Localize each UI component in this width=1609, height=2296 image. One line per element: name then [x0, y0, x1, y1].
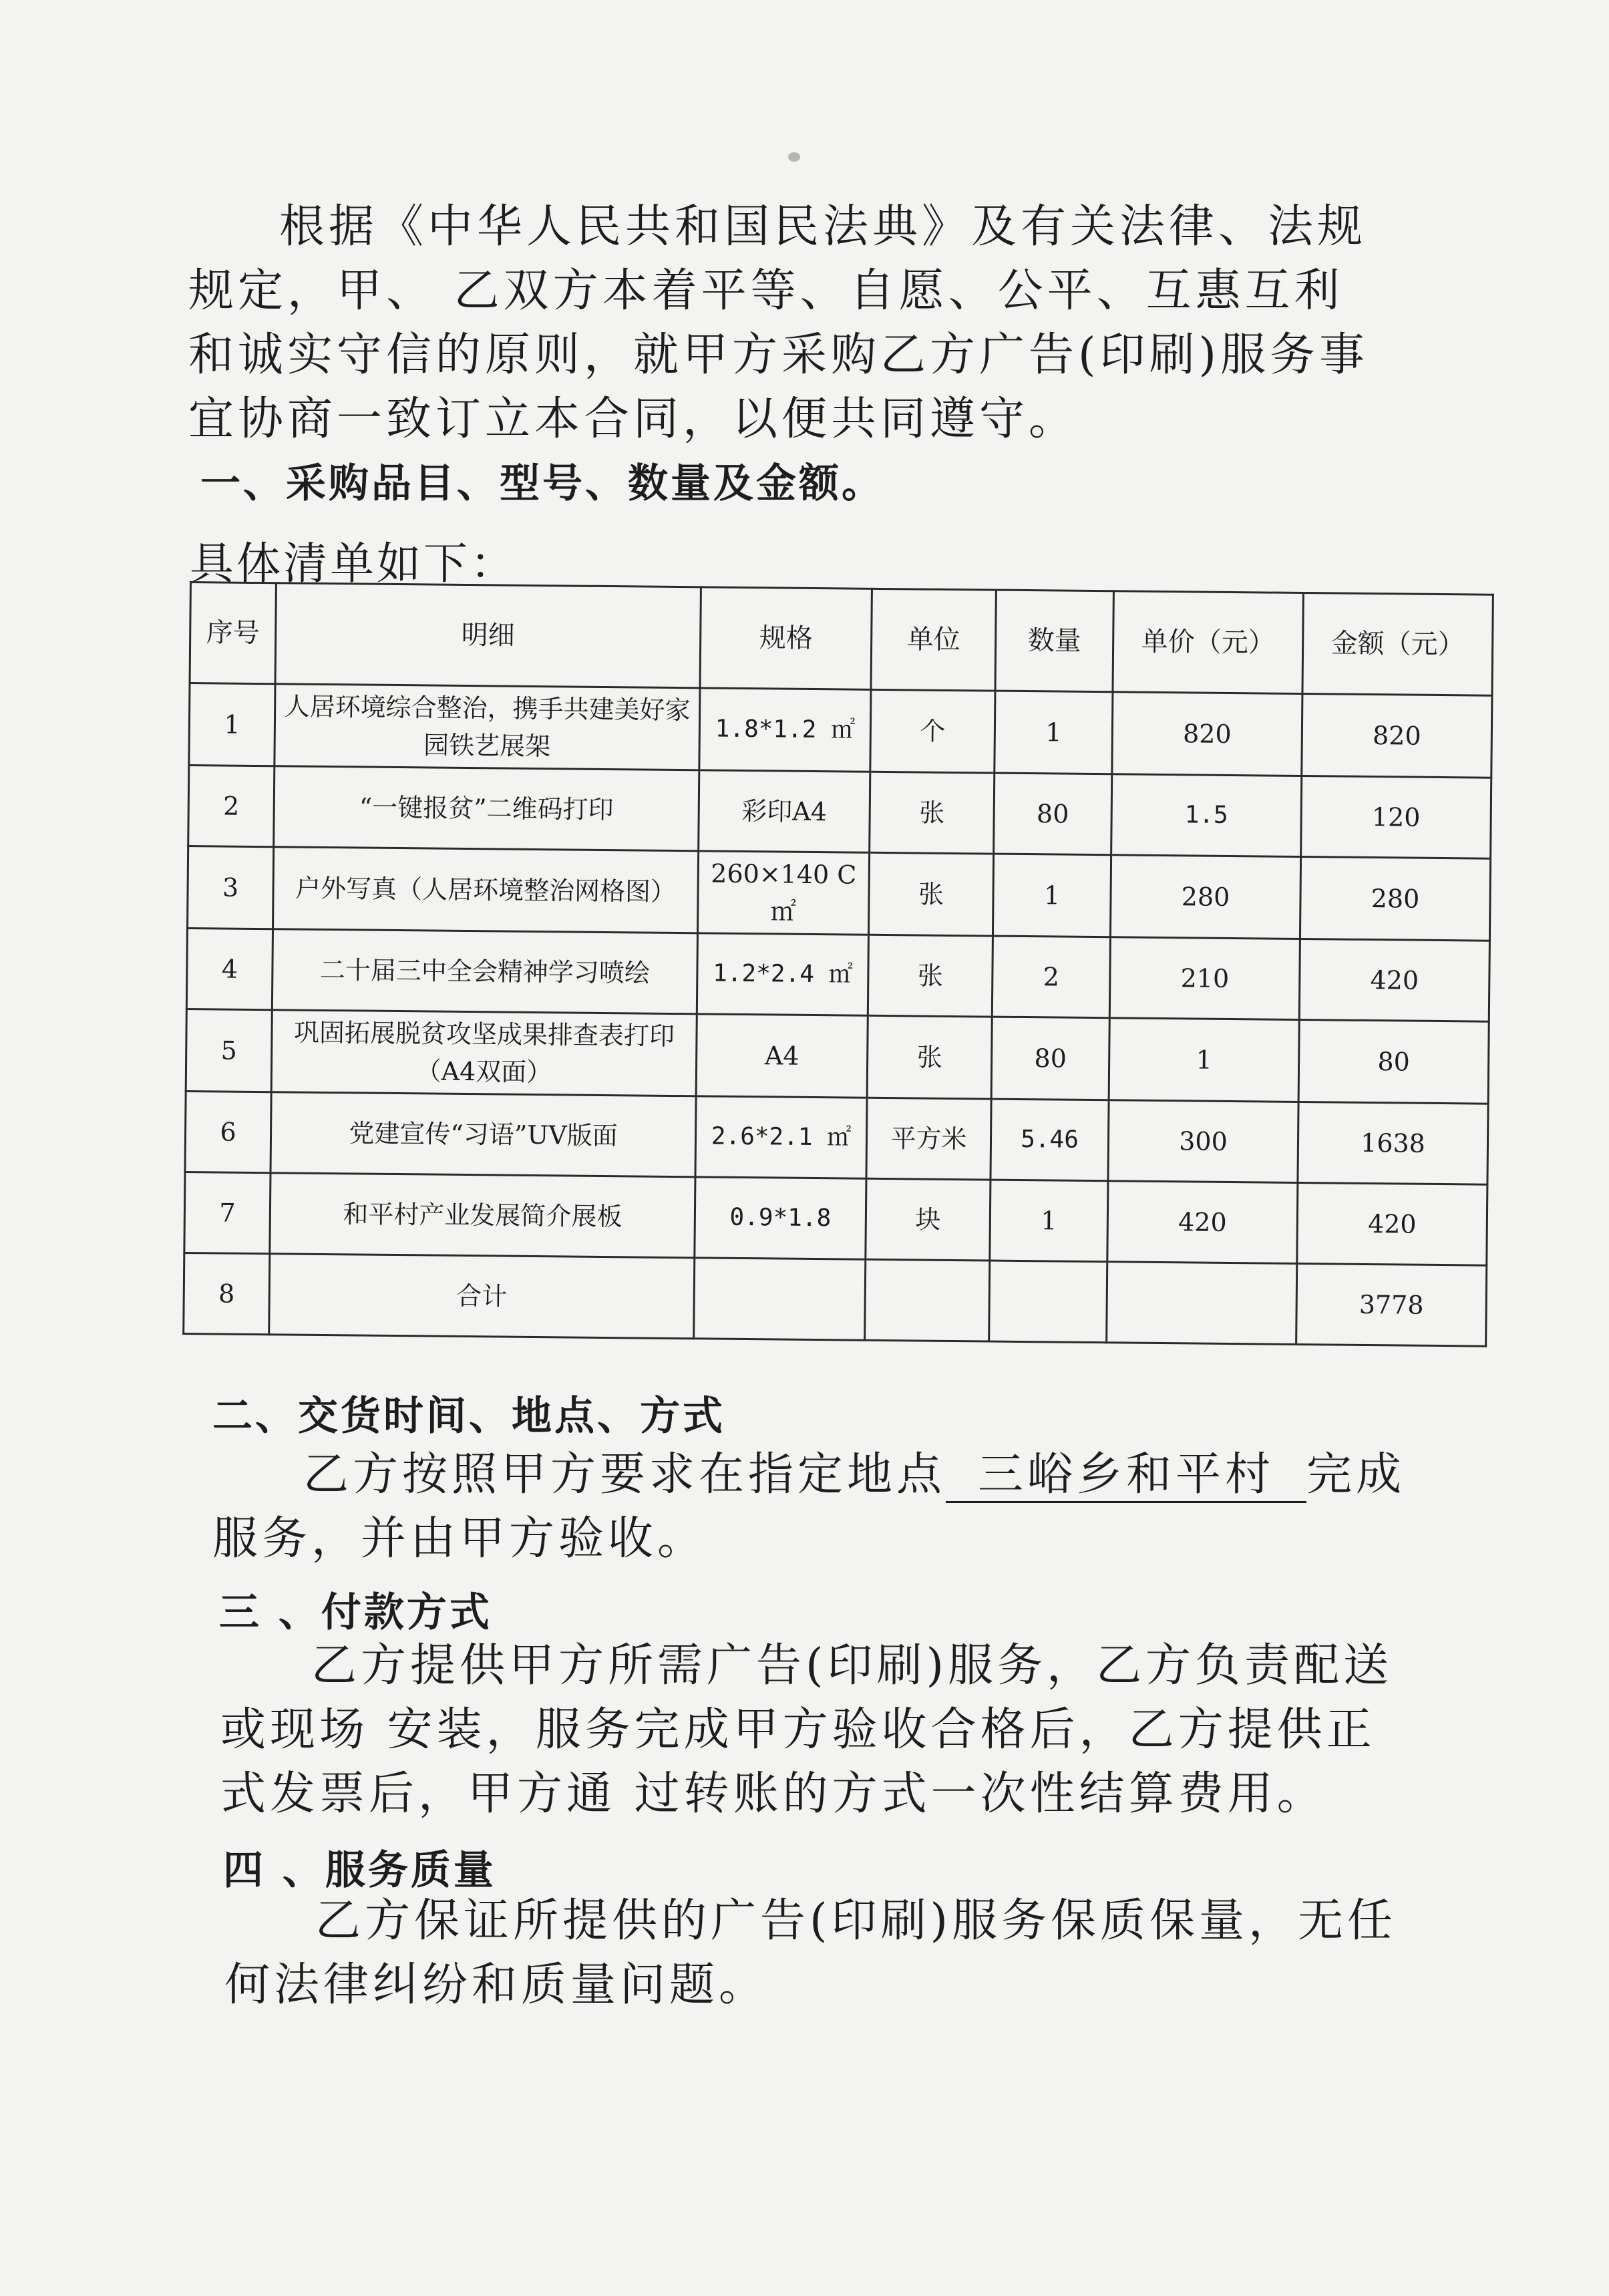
table-row — [185, 1091, 1488, 1184]
cell-amount: 80 — [1298, 1019, 1489, 1104]
cell-item: 党建宣传“习语”UV版面 — [271, 1092, 696, 1177]
location-field: 三峪乡和平村 — [946, 1449, 1306, 1503]
cell-amount: 1638 — [1298, 1102, 1488, 1184]
cell-price: 280 — [1110, 855, 1300, 939]
table-row — [186, 1009, 1489, 1104]
header-cell: 数量 — [995, 590, 1113, 692]
cell-spec: 0.9*1.8 — [695, 1177, 866, 1259]
cell-item: 和平村产业发展简介展板 — [270, 1173, 695, 1258]
cell-no: 6 — [185, 1091, 271, 1172]
cell-amount: 820 — [1302, 693, 1492, 778]
cell-unit: 张 — [868, 852, 993, 936]
cell-price: 820 — [1112, 692, 1302, 776]
cell-qty: 80 — [991, 1017, 1109, 1100]
cell-no: 8 — [184, 1253, 270, 1334]
cell-unit — [865, 1259, 990, 1341]
cell-qty: 1 — [995, 691, 1113, 774]
section2-heading: 二、交货时间、地点、方式 — [212, 1393, 725, 1440]
table-row — [189, 683, 1492, 778]
cell-spec: A4 — [696, 1014, 868, 1098]
cell-unit: 块 — [866, 1178, 991, 1261]
table-row — [188, 766, 1491, 859]
intro-paragraph: 根据《中华人民共和国民法典》及有关法律、法规规定，甲、 乙双方本着平等、自愿、公平、互惠互利和诚实守信的原则，就甲方采购乙方广告(印刷)服务事宜协商一致订立本合同，以便共同遵守。 — [188, 200, 1369, 446]
cell-spec: 彩印A4 — [699, 770, 870, 852]
cell-amount: 280 — [1300, 856, 1490, 941]
cell-price: 210 — [1109, 937, 1300, 1020]
header-cell: 金额（元） — [1302, 593, 1493, 696]
cell-item: 二十届三中全会精神学习喷绘 — [272, 929, 697, 1014]
cell-no: 1 — [189, 683, 275, 766]
cell-unit: 张 — [868, 935, 993, 1017]
cell-no: 5 — [186, 1009, 272, 1092]
section2-text-after: 完成服务，并由甲方验收。 — [212, 1448, 1406, 1565]
section4-heading: 四 、服务质量 — [223, 1847, 496, 1894]
table-total-row — [184, 1253, 1487, 1346]
cell-qty — [989, 1261, 1107, 1343]
cell-item: 户外写真（人居环境整治网格图） — [273, 847, 699, 933]
cell-item: 巩固拓展脱贫攻坚成果排查表打印（A4双面） — [271, 1010, 697, 1096]
cell-spec: 1.2*2.4 ㎡ — [697, 933, 868, 1015]
header-cell: 规格 — [700, 587, 872, 689]
cell-unit: 平方米 — [866, 1098, 991, 1180]
cell-price: 300 — [1108, 1100, 1298, 1183]
cell-spec: 2.6*2.1 ㎡ — [695, 1096, 867, 1178]
cell-qty: 5.46 — [991, 1099, 1109, 1181]
section2-text-before: 乙方按照甲方要求在指定地点 — [303, 1448, 946, 1501]
table-caption: 具体清单如下： — [190, 538, 517, 589]
section1-heading: 一、采购品目、型号、数量及金额。 — [200, 460, 884, 507]
cell-no: 4 — [186, 928, 273, 1009]
cell-qty: 1 — [990, 1180, 1108, 1262]
header-cell: 序号 — [190, 583, 276, 684]
cell-item: 合计 — [269, 1254, 695, 1339]
header-cell: 单价（元） — [1113, 591, 1303, 694]
cell-unit: 个 — [870, 689, 995, 773]
cell-spec — [694, 1258, 866, 1340]
cell-qty: 80 — [994, 773, 1112, 855]
cell-price: 420 — [1107, 1181, 1298, 1264]
section3-paragraph: 乙方提供甲方所需广告(印刷)服务，乙方负责配送或现场 安装，服务完成甲方验收合格后，乙方提供正式发票后，甲方通 过转账的方式一次性结算费用。 — [220, 1639, 1393, 1820]
cell-amount: 120 — [1301, 776, 1491, 858]
cell-qty: 2 — [992, 936, 1110, 1018]
cell-price: 1.5 — [1111, 774, 1302, 857]
table-header-row — [190, 583, 1493, 696]
cell-unit: 张 — [870, 772, 995, 854]
cell-spec: 1.8*1.2 ㎡ — [699, 688, 871, 772]
cell-no: 7 — [184, 1172, 271, 1253]
scan-speck — [788, 152, 800, 162]
cell-amount: 420 — [1299, 939, 1489, 1021]
cell-item: 人居环境综合整治，携手共建美好家园铁艺展架 — [275, 684, 700, 770]
section4-paragraph: 乙方保证所提供的广告(印刷)服务保质保量，无任何法律纠纷和质量问题。 — [224, 1895, 1397, 2011]
section2-paragraph — [212, 1443, 1408, 1571]
cell-total-amount: 3778 — [1296, 1263, 1487, 1346]
cell-price — [1107, 1262, 1297, 1345]
cell-spec: 260×140 C㎡ — [697, 851, 869, 935]
table-row — [184, 1172, 1487, 1265]
section3-heading: 三 、付款方式 — [219, 1589, 492, 1636]
table-row — [186, 928, 1489, 1021]
items-table — [182, 581, 1494, 1347]
cell-unit: 张 — [867, 1015, 992, 1099]
header-cell: 单位 — [871, 589, 996, 691]
cell-qty: 1 — [993, 854, 1111, 937]
cell-no: 2 — [188, 766, 275, 847]
cell-price: 1 — [1109, 1018, 1299, 1102]
cell-amount: 420 — [1297, 1182, 1487, 1265]
header-cell: 明细 — [275, 583, 701, 688]
table-row — [188, 846, 1491, 941]
cell-no: 3 — [188, 846, 274, 929]
cell-item: “一键报贫”二维码打印 — [274, 766, 699, 851]
